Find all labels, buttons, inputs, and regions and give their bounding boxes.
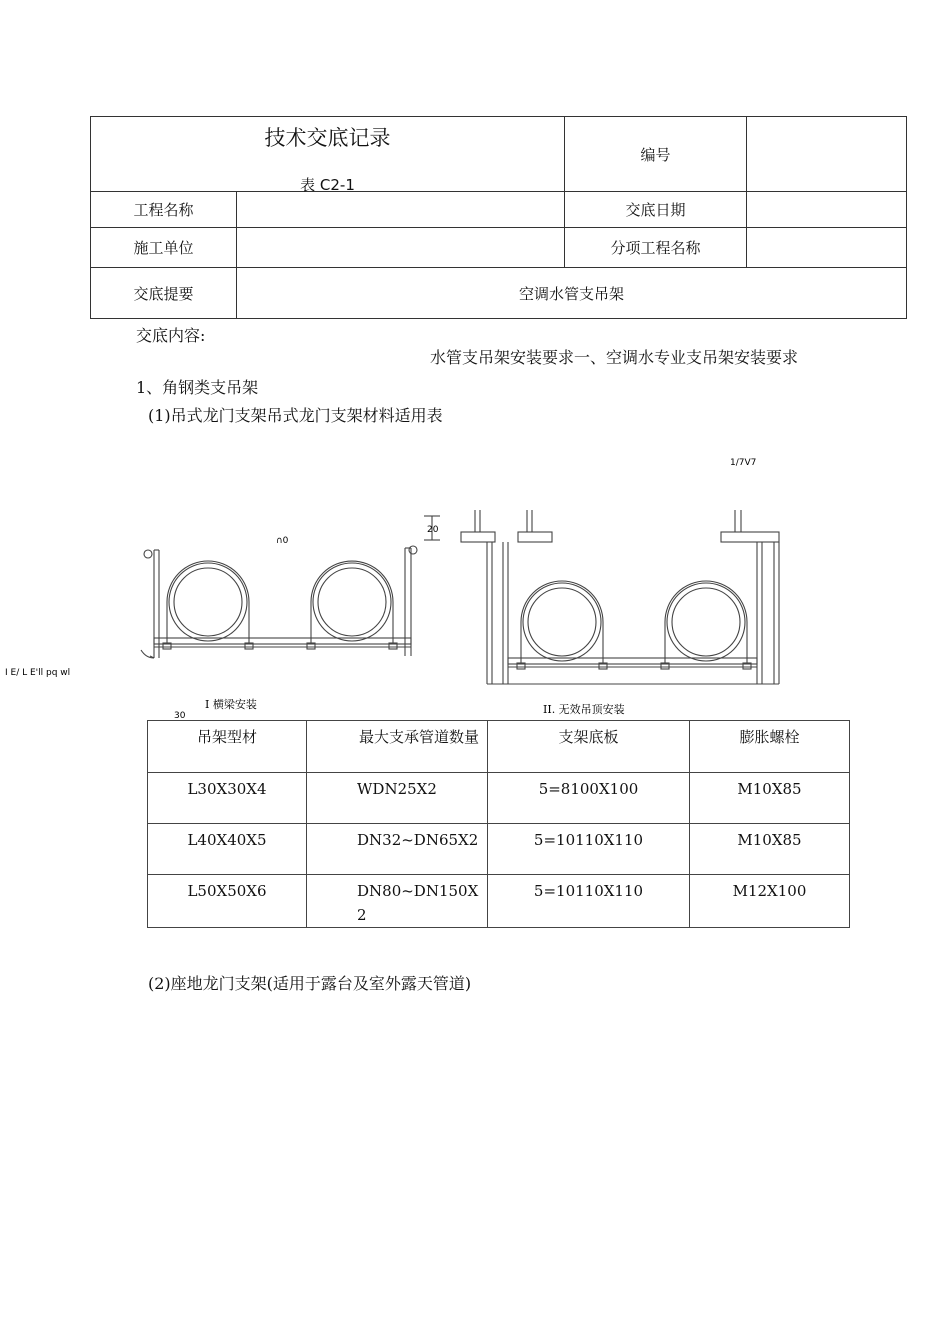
cell-profile: L50X50X6 xyxy=(148,875,307,928)
title-cell xyxy=(91,117,565,192)
cell-max-pipes: WDN25X2 xyxy=(307,773,488,824)
project-name-value xyxy=(237,192,565,228)
serial-label: 编号 xyxy=(565,117,747,192)
section-1-heading: 1、角钢类支吊架 xyxy=(136,378,259,397)
item-2-heading: (2)座地龙门支架(适用于露台及室外露天管道) xyxy=(148,974,472,993)
header-base-plate: 支架底板 xyxy=(488,721,690,773)
unit-value xyxy=(237,228,565,268)
header-profile: 吊架型材 xyxy=(148,721,307,773)
project-name-label: 工程名称 xyxy=(91,192,237,228)
caption-left-number: 30 xyxy=(174,711,186,721)
cell-profile: L30X30X4 xyxy=(148,773,307,824)
cell-base-plate: 5=8100X100 xyxy=(488,773,690,824)
cell-profile: L40X40X5 xyxy=(148,824,307,875)
cell-max-pipes: DN32~DN65X2 xyxy=(307,824,488,875)
item-1-heading: (1)吊式龙门支架吊式龙门支架材料适用表 xyxy=(148,406,443,425)
date-label: 交底日期 xyxy=(565,192,747,228)
caption-left: I 横梁安装 xyxy=(205,698,257,711)
material-table xyxy=(147,720,850,928)
header-max-pipes: 最大支承管道数量 xyxy=(307,721,488,773)
table-row xyxy=(148,875,850,928)
header-anchor-bolt: 膨胀螺栓 xyxy=(690,721,850,773)
note-left: I E/ L E'll pq wl xyxy=(5,668,71,678)
hanger-drawing xyxy=(0,440,950,725)
note-top-right: 1/7V7 xyxy=(730,458,757,468)
cell-anchor-bolt: M12X100 xyxy=(690,875,850,928)
subitem-label: 分项工程名称 xyxy=(565,228,747,268)
form-number: 表 C2-1 xyxy=(300,176,355,194)
record-title: 技术交底记录 xyxy=(264,126,391,150)
record-table xyxy=(90,116,907,319)
cell-base-plate: 5=10110X110 xyxy=(488,824,690,875)
table-header-row xyxy=(148,721,850,773)
cell-max-pipes: DN80~DN150X2 xyxy=(307,875,488,928)
date-value xyxy=(747,192,907,228)
subitem-value xyxy=(747,228,907,268)
cell-anchor-bolt: M10X85 xyxy=(690,773,850,824)
cell-base-plate: 5=10110X110 xyxy=(488,875,690,928)
table-row xyxy=(148,824,850,875)
content-heading: 水管支吊架安装要求一、空调水专业支吊架安装要求 xyxy=(430,348,799,367)
small-mark: ∩0 xyxy=(276,536,289,546)
caption-right: II. 无效吊顶安装 xyxy=(543,703,625,716)
table-row xyxy=(148,773,850,824)
summary-value: 空调水管支吊架 xyxy=(237,268,907,319)
serial-value xyxy=(747,117,907,192)
unit-label: 施工单位 xyxy=(91,228,237,268)
dimension-label: 20 xyxy=(427,525,439,535)
summary-label: 交底提要 xyxy=(91,268,237,319)
content-label: 交底内容: xyxy=(136,326,206,345)
cell-anchor-bolt: M10X85 xyxy=(690,824,850,875)
